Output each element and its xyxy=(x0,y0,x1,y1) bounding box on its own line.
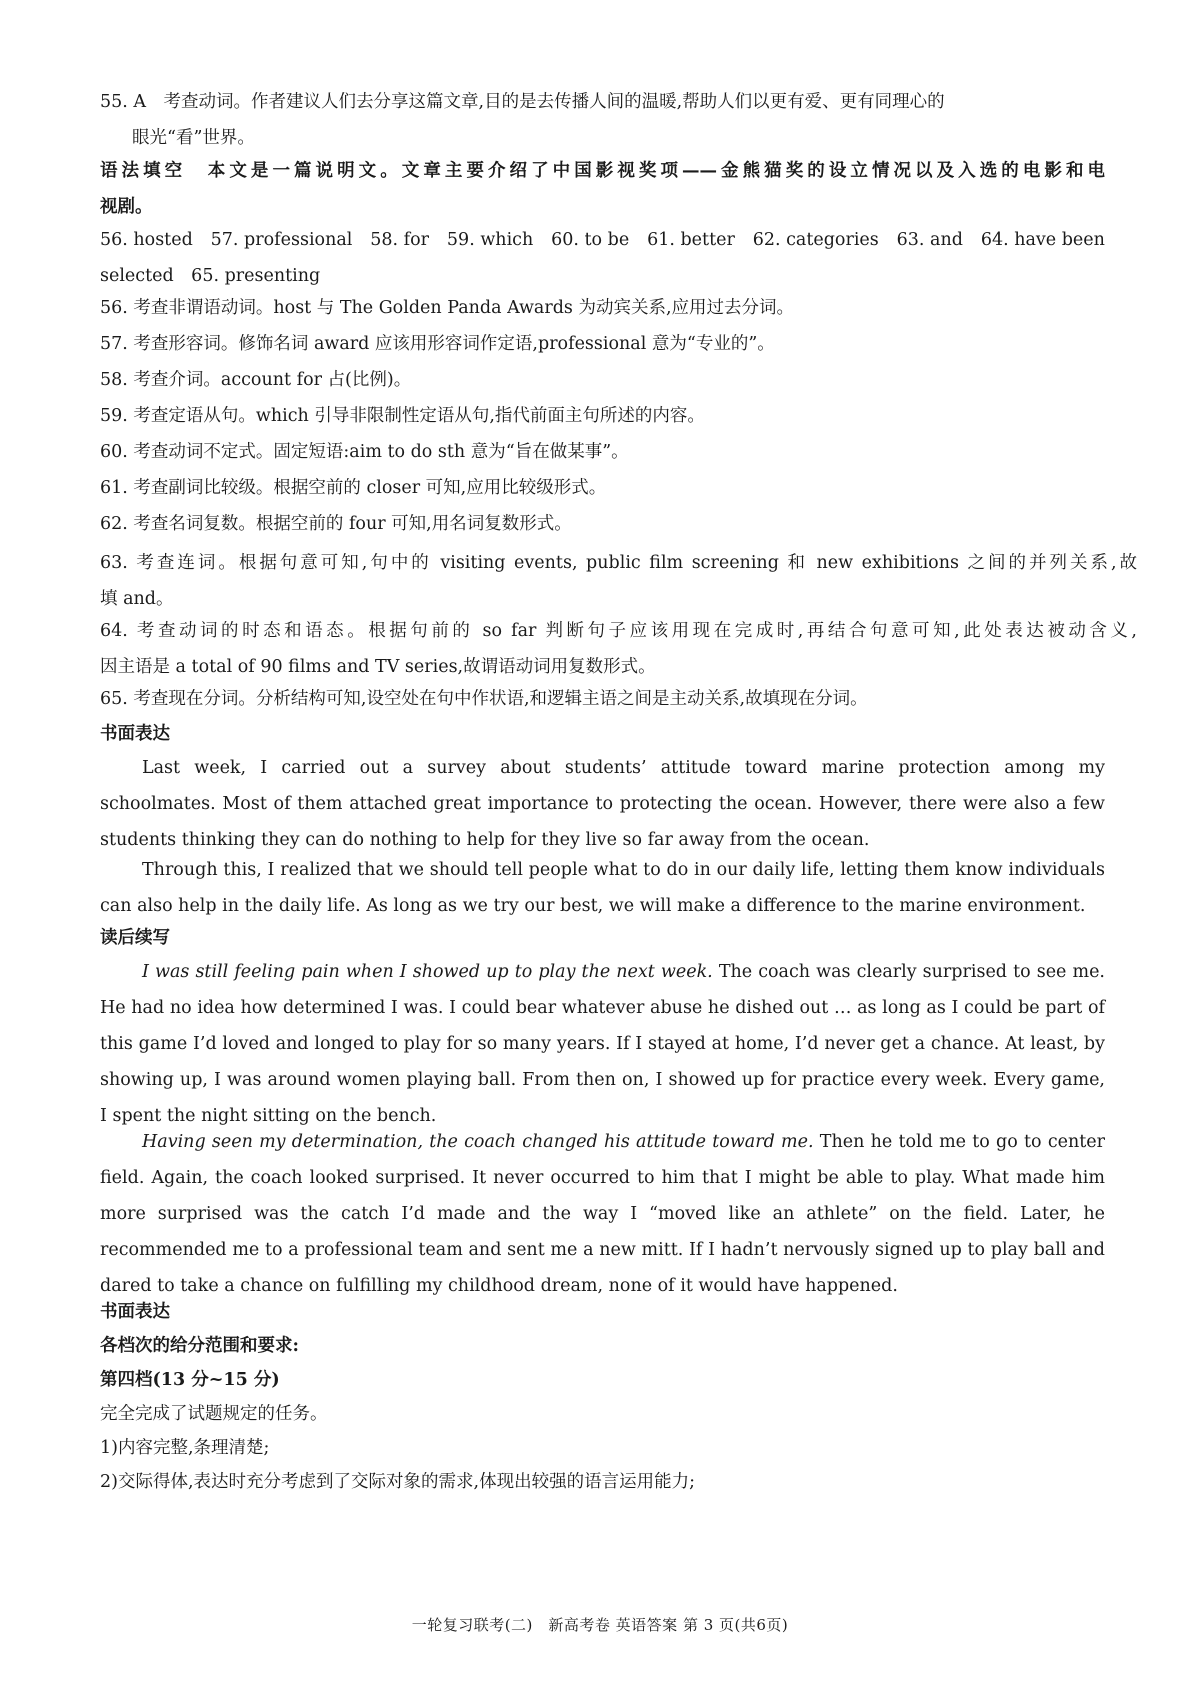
continuation-p1-lead: I was still feeling pain when I showed up to play the next week. xyxy=(142,962,713,982)
answer-59: 59. which xyxy=(446,230,534,250)
q55-line1: 55. A 考查动词。作者建议人们去分享这篇文章,目的是去传播人间的温暖,帮助人们以更有爱、更有同理心的 xyxy=(100,92,945,112)
explanation-56: 56. 考查非谓语动词。host 与 The Golden Panda Awards 为动宾关系,应用过去分词。 xyxy=(100,298,795,318)
explanation-58: 58. 考查介词。account for 占(比例)。 xyxy=(100,370,412,390)
answer-63: 63. and xyxy=(896,230,963,250)
explanation-65: 65. 考查现在分词。分析结构可知,设空处在句中作状语,和逻辑主语之间是主动关系,故填现在分词。 xyxy=(100,689,868,709)
explanation-57: 57. 考查形容词。修饰名词 award 应该用形容词作定语,professional 意为“专业的”。 xyxy=(100,334,775,354)
scoring-item-1: 1)内容完整,条理清楚; xyxy=(100,1438,270,1458)
answer-60: 60. to be xyxy=(551,230,630,250)
grammar-heading-line1: 语法填空 本文是一篇说明文。文章主要介绍了中国影视奖项——金熊猫奖的设立情况以及入选的电影和电 xyxy=(100,161,1105,181)
writing-paragraph-2: Through this, I realized that we should tell people what to do in our daily life, letting them know individuals can also help in the daily life. As long as we try our best, we will make a difference to the marine environment. xyxy=(100,860,1105,916)
explanation-59: 59. 考查定语从句。which 引导非限制性定语从句,指代前面主句所述的内容。 xyxy=(100,406,705,426)
answer-57: 57. professional xyxy=(210,230,353,250)
explanation-63 xyxy=(100,545,1137,617)
explanation-64 xyxy=(100,613,1137,685)
scoring-heading: 书面表达 xyxy=(100,1302,170,1322)
q55-line2: 眼光“看”世界。 xyxy=(132,128,255,148)
answers-row-2: selected 65. presenting xyxy=(100,266,321,286)
answer-56: 56. hosted xyxy=(100,230,193,250)
scoring-subheading: 各档次的给分范围和要求: xyxy=(100,1336,299,1356)
grammar-fill-heading xyxy=(100,153,1105,225)
scoring-level-4: 第四档(13 分~15 分) xyxy=(100,1370,280,1390)
continuation-p1-rest: The coach was clearly surprised to see me. He had no idea how determined I was. I could bear whatever abuse he dished out … as long as I could be part of this game I’d loved and longed to play for so many years. If I stayed at home, I’d never get a chance. At least, by showing up, I was around women playing ball. From then on, I showed up for practice every week. Every game, I spent the night sitting on the bench. xyxy=(100,962,1105,1126)
continuation-heading: 读后续写 xyxy=(100,928,170,948)
explanation-63-line1: 63. 考查连词。根据句意可知,句中的 visiting events, public film screening 和 new exhibitions 之间的并列关系,故 xyxy=(100,553,1137,573)
page-footer: 一轮复习联考(二) 新高考卷 英语答案 第 3 页(共6页) xyxy=(411,1616,789,1634)
writing-paragraph-1: Last week, I carried out a survey about students’ attitude toward marine protection among my schoolmates. Most of them attached great importance to protecting the ocean. However, there were also a few students thinking they can do nothing to help for they live so far away from the ocean. xyxy=(100,758,1105,850)
continuation-paragraph-2 xyxy=(100,1124,1105,1304)
continuation-p2-rest: Then he told me to go to center field. Again, the coach looked surprised. It never occurred to him that I might be able to play. What made him more surprised was the catch I’d made and the way I “moved like an athlete” on the field. Later, he recommended me to a professional team and sent me a new mitt. If I hadn’t nervously signed up to play ball and dared to take a chance on fulfilling my childhood dream, none of it would have happened. xyxy=(100,1132,1106,1296)
scoring-level-4-description: 完全完成了试题规定的任务。 xyxy=(100,1404,328,1424)
writing-heading: 书面表达 xyxy=(100,724,170,744)
explanation-60: 60. 考查动词不定式。固定短语:aim to do sth 意为“旨在做某事”。 xyxy=(100,442,629,462)
scoring-item-2: 2)交际得体,表达时充分考虑到了交际对象的需求,体现出较强的语言运用能力; xyxy=(100,1472,695,1492)
answer-58: 58. for xyxy=(370,230,430,250)
explanation-64-line1: 64. 考查动词的时态和语态。根据句前的 so far 判断句子应该用现在完成时,再结合句意可知,此处表达被动含义, xyxy=(100,621,1137,641)
explanation-63-line2: 填 and。 xyxy=(100,589,174,609)
grammar-answers xyxy=(100,222,1105,294)
continuation-p2-lead: Having seen my determination, the coach changed his attitude toward me. xyxy=(142,1132,814,1152)
answer-62: 62. categories xyxy=(752,230,879,250)
answer-64: 64. have been xyxy=(980,230,1105,250)
answer-61: 61. better xyxy=(647,230,735,250)
answers-row-1 xyxy=(100,222,1105,258)
explanation-62: 62. 考查名词复数。根据空前的 four 可知,用名词复数形式。 xyxy=(100,514,572,534)
explanation-61: 61. 考查副词比较级。根据空前的 closer 可知,应用比较级形式。 xyxy=(100,478,607,498)
grammar-explanations xyxy=(100,290,1105,542)
grammar-heading-line2: 视剧。 xyxy=(100,197,153,217)
q55-explanation xyxy=(100,84,1137,156)
continuation-paragraph-1 xyxy=(100,954,1105,1134)
explanation-64-line2: 因主语是 a total of 90 films and TV series,故谓语动词用复数形式。 xyxy=(100,657,656,677)
